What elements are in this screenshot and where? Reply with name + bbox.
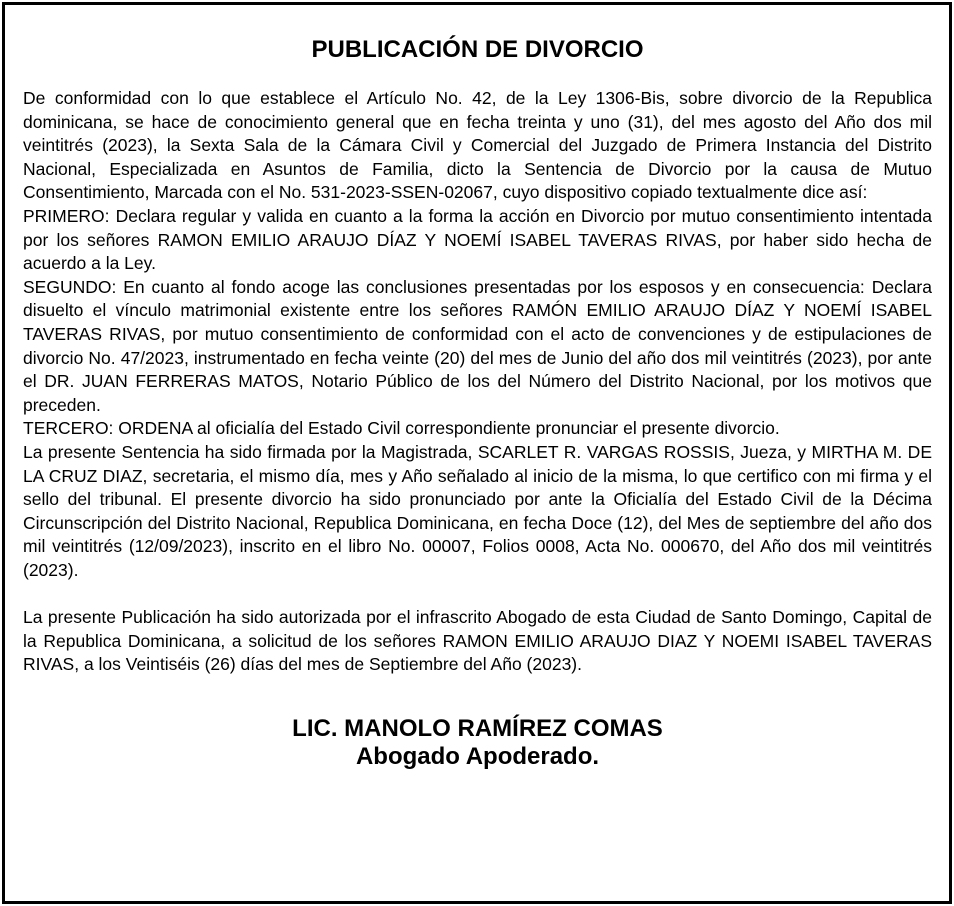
paragraph-spacer bbox=[23, 582, 932, 606]
segundo-paragraph: SEGUNDO: En cuanto al fondo acoge las conclusiones presentadas por los esposos y en consecuencia: Declara disuelto el vínculo matrimonial existente entre los señores RAMÓN EMILIO ARAUJO DÍAZ Y NOEMÍ ISABEL TAVERAS RIVAS, por mutuo consentimiento de conformidad con el acto de convenciones y de estipulaciones de divorcio No. 47/2023, instrumentado en fecha veinte (20) del mes de Junio del año dos mil veintitrés (2023), por ante el DR. JUAN FERRERAS MATOS, Notario Público de los del Número del Distrito Nacional, por los motivos que preceden. bbox=[23, 276, 932, 415]
signatory-name: LIC. MANOLO RAMÍREZ COMAS bbox=[292, 714, 663, 742]
publication-content bbox=[23, 35, 932, 771]
intro-paragraph: De conformidad con lo que establece el Artículo No. 42, de la Ley 1306-Bis, sobre divorcio de la Republica dominicana, se hace de conocimiento general que en fecha treinta y uno (31), del mes agosto del Año dos mil veintitrés (2023), la Sexta Sala de la Cámara Civil y Comercial del Juzgado de Primera Instancia del Distrito Nacional, Especializada en Asuntos de Familia, dicto la Sentencia de Divorcio por la causa de Mutuo Consentimiento, Marcada con el No. 531-2023-SSEN-02067, cuyo dispositivo copiado textualmente dice así: bbox=[23, 88, 932, 203]
publication-border bbox=[2, 2, 952, 904]
signatory-role: Abogado Apoderado. bbox=[355, 742, 600, 770]
sentencia-paragraph: La presente Sentencia ha sido firmada por la Magistrada, SCARLET R. VARGAS ROSSIS, Jueza, y MIRTHA M. DE LA CRUZ DIAZ, secretaria, el mismo día, mes y Año señalado al inicio de la misma, lo que certifico con mi firma y el sello del tribunal. El presente divorcio ha sido pronunciado por ante la Oficialía del Estado Civil de la Décima Circunscripción del Distrito Nacional, Republica Dominicana, en fecha Doce (12), del Mes de septiembre del año dos mil veintitrés (12/09/2023), inscrito en el libro No. 00007, Folios 0008, Acta No. 000670, del Año dos mil veintitrés (2023). bbox=[23, 441, 932, 580]
primero-paragraph: PRIMERO: Declara regular y valida en cuanto a la forma la acción en Divorcio por mutuo consentimiento intentada por los señores RAMON EMILIO ARAUJO DÍAZ Y NOEMÍ ISABEL TAVERAS RIVAS, por haber sido hecha de acuerdo a la Ley. bbox=[23, 205, 932, 274]
publication-title: PUBLICACIÓN DE DIVORCIO bbox=[311, 36, 644, 63]
signature-block bbox=[23, 715, 932, 771]
publication-body bbox=[23, 87, 932, 677]
authorization-paragraph: La presente Publicación ha sido autorizada por el infrascrito Abogado de esta Ciudad de Santo Domingo, Capital de la Republica Dominicana, a solicitud de los señores RAMON EMILIO ARAUJO DIAZ Y NOEMI ISABEL TAVERAS RIVAS, a los Veintiséis (26) días del mes de Septiembre del Año (2023). bbox=[23, 607, 932, 675]
tercero-paragraph: TERCERO: ORDENA al oficialía del Estado Civil correspondiente pronunciar el presente divorcio. bbox=[23, 418, 780, 439]
